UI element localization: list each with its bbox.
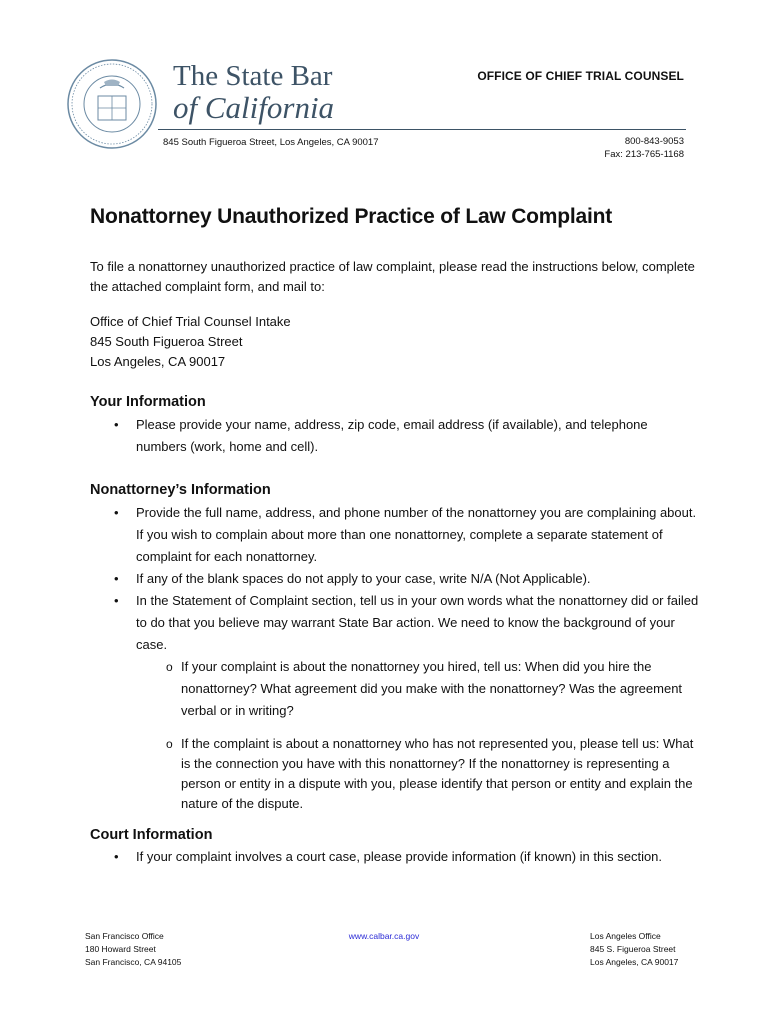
list-item: • If your complaint involves a court case, please provide information (if known) in this section. bbox=[90, 846, 700, 868]
nonattorney-sub-list bbox=[136, 656, 700, 814]
state-bar-seal-logo bbox=[66, 58, 158, 150]
sub-list-item: o If the complaint is about a nonattorney who has not represented you, please tell us: What is the connection you have with this nonattorney? If the nonattorney is representing a person or entity in a dispute with you, please identify that person or entity and explain the nature of the dispute. bbox=[136, 734, 700, 814]
list-item: • Provide the full name, address, and phone number of the nonattorney you are complaining about. If you wish to complain about more than one nonattorney, complete a separate statement of complaint for each nonattorney. bbox=[90, 502, 700, 568]
header-contact bbox=[604, 135, 684, 161]
section-heading-your-information: Your Information bbox=[90, 394, 206, 410]
nonattorney-information-list bbox=[90, 502, 700, 814]
footer-line: 180 Howard Street bbox=[85, 944, 156, 954]
header-divider bbox=[158, 129, 686, 130]
page-title: Nonattorney Unauthorized Practice of Law Complaint bbox=[90, 205, 613, 228]
mailing-line: Los Angeles, CA 90017 bbox=[90, 354, 226, 369]
section-heading-court-information: Court Information bbox=[90, 827, 213, 843]
office-name: OFFICE OF CHIEF TRIAL COUNSEL bbox=[477, 69, 684, 83]
mailing-line: 845 South Figueroa Street bbox=[90, 334, 243, 349]
website-link[interactable]: www.calbar.ca.gov bbox=[348, 931, 420, 941]
mailing-line: Office of Chief Trial Counsel Intake bbox=[90, 314, 291, 329]
list-item: • If any of the blank spaces do not apply to your case, write N/A (Not Applicable). bbox=[90, 568, 700, 590]
your-information-list bbox=[90, 414, 700, 458]
list-item: • Please provide your name, address, zip code, email address (if available), and telephone numbers (work, home and cell). bbox=[90, 414, 700, 458]
court-information-list bbox=[90, 846, 700, 868]
brand-line1: The State Bar bbox=[173, 60, 333, 92]
header-phone: 800-843-9053 bbox=[624, 136, 684, 147]
brand-line2: of California bbox=[173, 90, 335, 125]
brand-wordmark bbox=[173, 60, 334, 124]
sub-list-item: o If your complaint is about the nonattorney you hired, tell us: When did you hire the nonattorney? What agreement did you make with the nonattorney? Was the agreement verbal or in writing? bbox=[136, 656, 700, 722]
header-fax: Fax: 213-765-1168 bbox=[604, 149, 684, 160]
footer-line: 845 S. Figueroa Street bbox=[590, 944, 676, 954]
footer-la-office bbox=[590, 930, 678, 969]
list-item bbox=[90, 590, 700, 814]
section-heading-nonattorney-information: Nonattorney’s Information bbox=[90, 482, 271, 498]
header-address: 845 South Figueroa Street, Los Angeles, CA 90017 bbox=[163, 137, 379, 148]
footer-line: San Francisco, CA 94105 bbox=[85, 957, 182, 967]
list-item-text: In the Statement of Complaint section, tell us in your own words what the nonattorney did or failed to do that you believe may warrant State Bar action. We need to know the background of your case. bbox=[136, 593, 699, 652]
footer-line: Los Angeles, CA 90017 bbox=[590, 957, 679, 967]
mailing-address bbox=[90, 312, 291, 372]
footer-line: Los Angeles Office bbox=[590, 931, 661, 941]
intro-paragraph: To file a nonattorney unauthorized practice of law complaint, please read the instructions below, complete the attached complaint form, and mail to: bbox=[90, 259, 695, 294]
footer-line: San Francisco Office bbox=[85, 931, 164, 941]
